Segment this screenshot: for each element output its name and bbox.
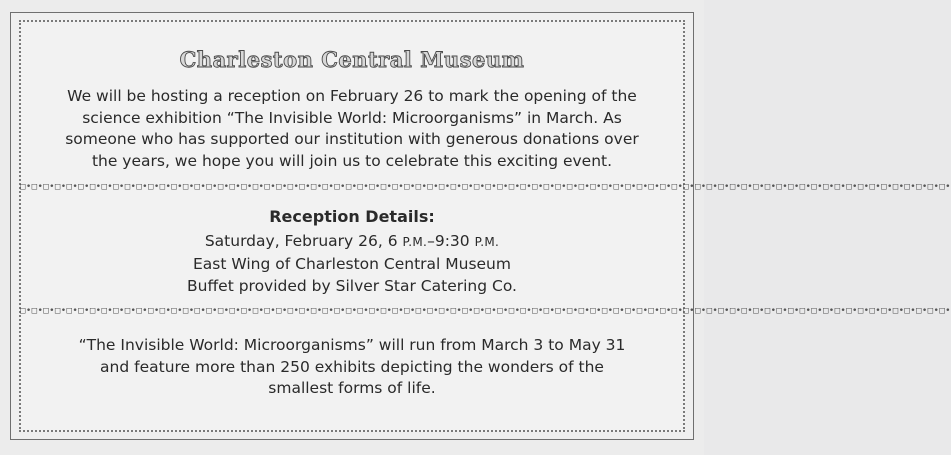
decorative-divider-bottom: □•□•□•□•□•□•□•□•□•□•□•□•□•□•□•□•□•□•□•□•□•□•□•□•□•□•□•□•□•□•□•□•□•□•□•□•□•□•□•□•□•□•□•□•□•□•□•□•□•□•□•□•□•□•□•□•□•□•□•□•□•□•□•□•□•□•□•□•□•□•□•□•□•□•□•□•□•□•□•□• <box>20 306 951 316</box>
reception-location: East Wing of Charleston Central Museum <box>193 255 511 273</box>
date-middle: –9:30 <box>427 232 475 250</box>
reception-date-time <box>0 230 704 253</box>
reception-details <box>0 230 704 297</box>
date-prefix: Saturday, February 26, 6 <box>204 232 403 250</box>
reception-details-heading: Reception Details: <box>269 207 435 226</box>
invitation-paragraph: We will be hosting a reception on February 26 to mark the opening of the science exhibition “The Invisible World: Microorganisms” in March. As someone who has supported our institution with generous donations over the years, we hope you will join us to celebrate this exciting event. <box>65 87 639 170</box>
pm-end: P.M. <box>474 235 500 249</box>
exhibition-run-paragraph: “The Invisible World: Microorganisms” will run from March 3 to May 31 and feature more than 250 exhibits depicting the wonders of the smallest forms of life. <box>78 336 626 397</box>
reception-catering: Buffet provided by Silver Star Catering Co. <box>187 277 517 295</box>
museum-title: Charleston Central Museum <box>179 47 525 72</box>
pm-start: P.M. <box>402 235 428 249</box>
decorative-divider-top: □•□•□•□•□•□•□•□•□•□•□•□•□•□•□•□•□•□•□•□•□•□•□•□•□•□•□•□•□•□•□•□•□•□•□•□•□•□•□•□•□•□•□•□•□•□•□•□•□•□•□•□•□•□•□•□•□•□•□•□•□•□•□•□•□•□•□•□•□•□•□•□•□•□•□•□•□•□•□•□• <box>20 182 951 192</box>
